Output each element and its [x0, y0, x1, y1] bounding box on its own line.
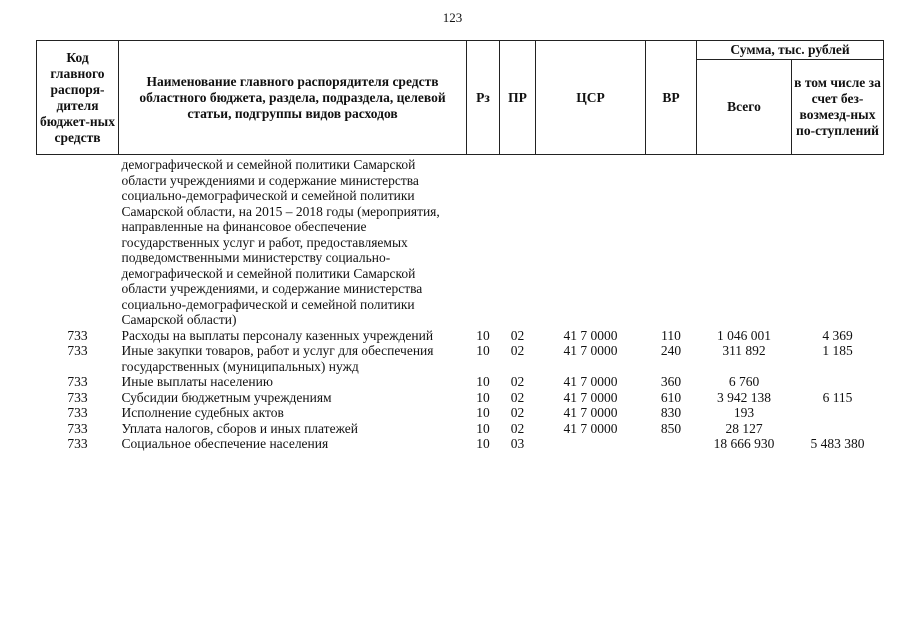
row-vr: 610 — [660, 389, 682, 405]
row-free: 5 483 380 — [810, 436, 865, 451]
row-total: 6 760 — [728, 374, 760, 389]
row-vr: 110 — [661, 327, 681, 343]
row-pr: 02 — [510, 389, 525, 405]
table-row — [37, 374, 884, 390]
row-vr: 850 — [660, 420, 682, 436]
row-name: Расходы на выплаты персоналу казенных учреждений — [121, 327, 434, 343]
continuation-text: демографической и семейной политики Самарской области учреждениями и содержание министерства социально-демографической и семейной политики Самарской области, на 2015 – 2018 годы (мероприятия, направленные на финансовое обеспечение государственных услуг и работ, предоставляемых подведомственными министерству социально-демографической и семейной политики Самарской области учреждениями, и содержание министерства социально-демографической и семейной политики Самарской области) — [121, 157, 440, 327]
row-code: 733 — [67, 420, 88, 436]
row-name: Субсидии бюджетным учреждениям — [121, 389, 332, 405]
continuation-row — [37, 155, 884, 328]
budget-table — [36, 40, 884, 452]
row-free — [792, 421, 884, 437]
page-number: 123 — [442, 10, 463, 25]
row-pr: 03 — [510, 436, 525, 451]
table-body — [37, 155, 884, 452]
header-vr: ВР — [646, 41, 697, 155]
row-csr: 41 7 0000 — [563, 327, 618, 343]
row-rz: 10 — [476, 420, 490, 436]
table-row — [37, 421, 884, 437]
row-code: 733 — [67, 389, 88, 405]
row-csr: 41 7 0000 — [563, 389, 618, 405]
row-free: 1 185 — [822, 343, 853, 358]
row-vr: 830 — [660, 405, 682, 420]
row-total: 18 666 930 — [713, 436, 775, 451]
table-row — [37, 343, 884, 374]
row-pr: 02 — [510, 374, 525, 389]
row-rz: 10 — [476, 436, 490, 451]
row-name: Иные закупки товаров, работ и услуг для обеспечения государственных (муниципальных) нужд — [121, 343, 434, 374]
row-code: 733 — [67, 405, 88, 420]
row-rz: 10 — [476, 343, 490, 358]
row-name: Уплата налогов, сборов и иных платежей — [121, 420, 358, 436]
row-csr: 41 7 0000 — [563, 343, 618, 358]
table-header — [37, 41, 884, 155]
row-pr: 02 — [510, 343, 525, 358]
row-pr: 02 — [510, 327, 525, 343]
row-code: 733 — [67, 343, 88, 358]
row-free — [792, 374, 884, 390]
header-rz: Рз — [467, 41, 500, 155]
table-row — [37, 328, 884, 344]
table-row — [37, 405, 884, 421]
row-rz: 10 — [476, 389, 490, 405]
row-csr — [536, 436, 646, 452]
row-vr — [646, 436, 697, 452]
row-total: 1 046 001 — [717, 327, 771, 343]
header-total: Всего — [697, 60, 792, 155]
header-csr: ЦСР — [536, 41, 646, 155]
table-row — [37, 436, 884, 452]
row-rz: 10 — [476, 327, 490, 343]
row-vr: 360 — [660, 374, 682, 389]
row-free — [792, 405, 884, 421]
row-name: Исполнение судебных актов — [121, 405, 284, 420]
row-total: 193 — [733, 405, 755, 420]
header-pr: ПР — [500, 41, 536, 155]
row-free: 4 369 — [822, 327, 853, 343]
row-total: 28 127 — [725, 420, 763, 436]
row-total: 311 892 — [722, 343, 766, 358]
row-rz: 10 — [476, 374, 490, 389]
row-name: Социальное обеспечение населения — [121, 436, 329, 451]
row-csr: 41 7 0000 — [563, 420, 618, 436]
row-code: 733 — [67, 374, 88, 389]
table-row — [37, 390, 884, 406]
row-code: 733 — [67, 327, 88, 343]
header-code: Код главного распоря-дителя бюджет-ных средств — [37, 41, 119, 155]
row-csr: 41 7 0000 — [563, 374, 618, 389]
row-code: 733 — [67, 436, 88, 451]
header-sum-group: Сумма, тыс. рублей — [697, 41, 884, 60]
header-name: Наименование главного распорядителя средств областного бюджета, раздела, подраздела, целевой статьи, подгруппы видов расходов — [119, 41, 467, 155]
header-free: в том числе за счет без-возмезд-ных по-ступлений — [792, 60, 884, 155]
row-name: Иные выплаты населению — [121, 374, 273, 389]
row-free: 6 115 — [822, 389, 853, 405]
row-pr: 02 — [510, 405, 525, 420]
row-vr: 240 — [660, 343, 682, 358]
row-pr: 02 — [510, 420, 525, 436]
row-rz: 10 — [476, 405, 490, 420]
row-total: 3 942 138 — [717, 389, 771, 405]
row-csr: 41 7 0000 — [563, 405, 618, 420]
